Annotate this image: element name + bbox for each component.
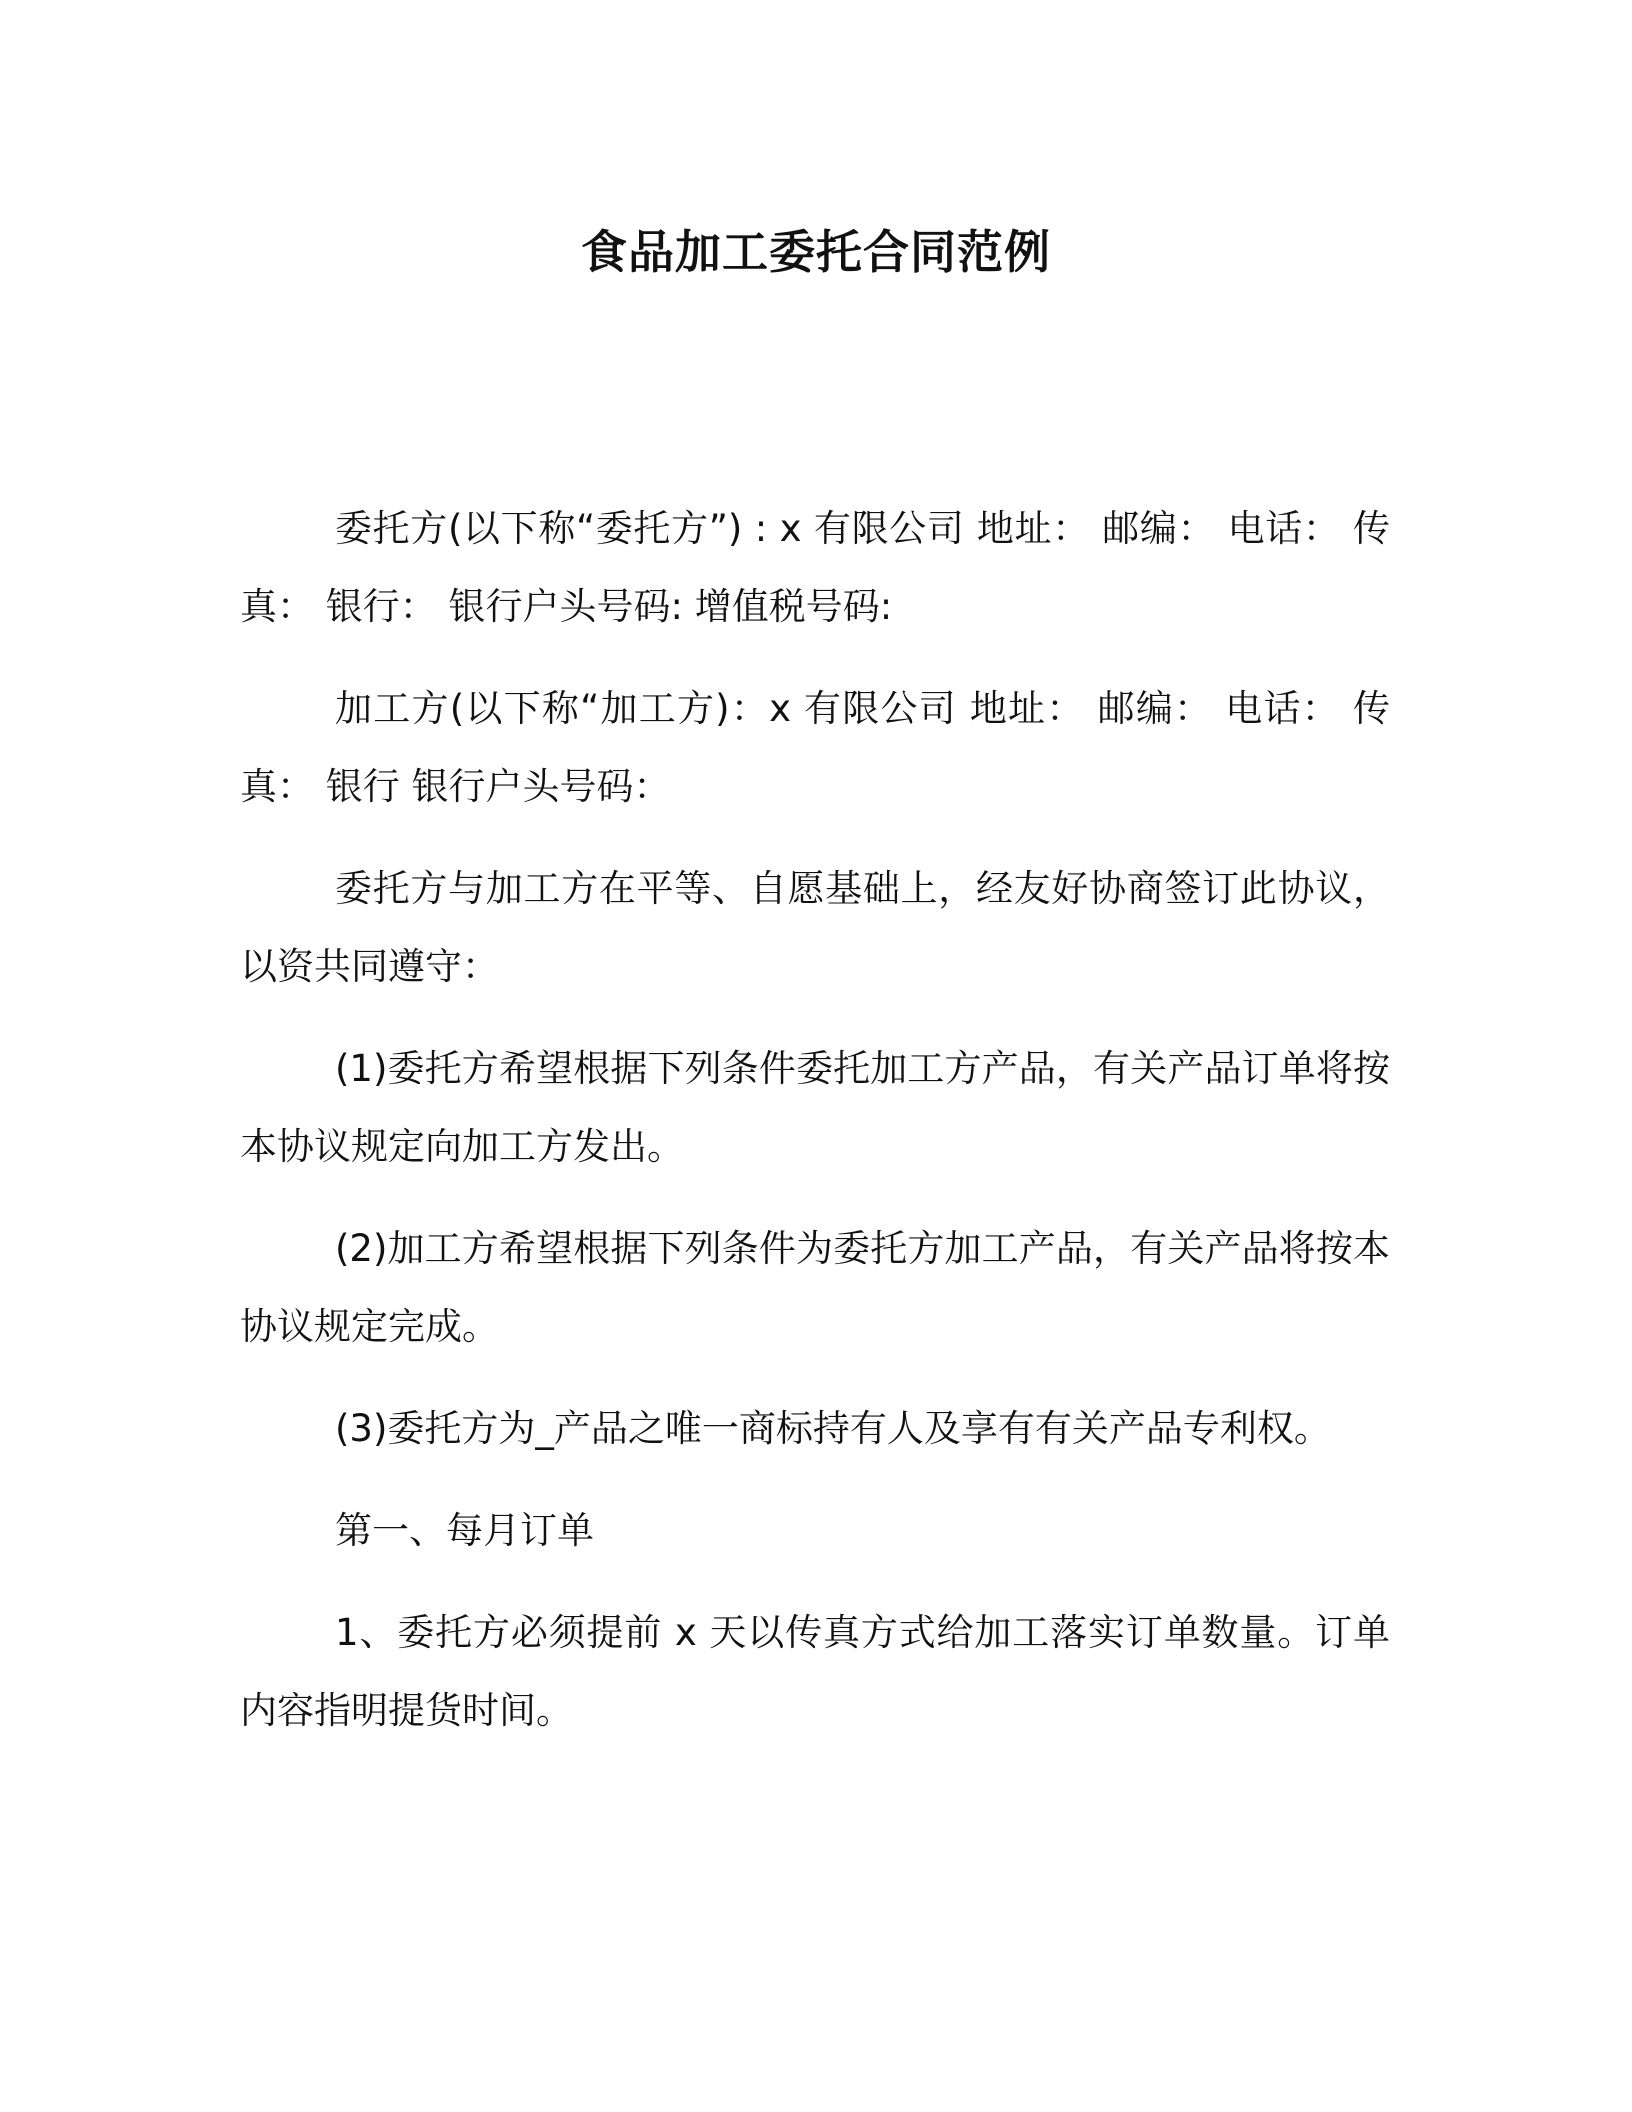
paragraph-clause-1: (1)委托方希望根据下列条件委托加工方产品，有关产品订单将按本协议规定向加工方发出。 [240, 1047, 1390, 1168]
paragraph-processor-info: 加工方(以下称“加工方)：x 有限公司 地址： 邮编： 电话： 传真： 银行 银行户头号码： [240, 687, 1390, 808]
document-body [240, 490, 1390, 1774]
paragraph-clause-3: (3)委托方为_产品之唯一商标持有人及享有有关产品专利权。 [335, 1407, 1331, 1450]
paragraph-client-info: 委托方(以下称“委托方”) : x 有限公司 地址： 邮编： 电话： 传真： 银行： 银行户头号码: 增值税号码: [240, 507, 1390, 628]
section-heading-monthly-orders: 第一、每月订单 [335, 1509, 594, 1552]
paragraph-clause-2: (2)加工方希望根据下列条件为委托方加工产品，有关产品将按本协议规定完成。 [240, 1227, 1390, 1348]
document-title: 食品加工委托合同范例 [581, 225, 1051, 279]
paragraph-order-rule-1: 1、委托方必须提前 x 天以传真方式给加工落实订单数量。订单内容指明提货时间。 [240, 1611, 1390, 1732]
paragraph-agreement-intro: 委托方与加工方在平等、自愿基础上，经友好协商签订此协议，以资共同遵守： [240, 867, 1390, 988]
